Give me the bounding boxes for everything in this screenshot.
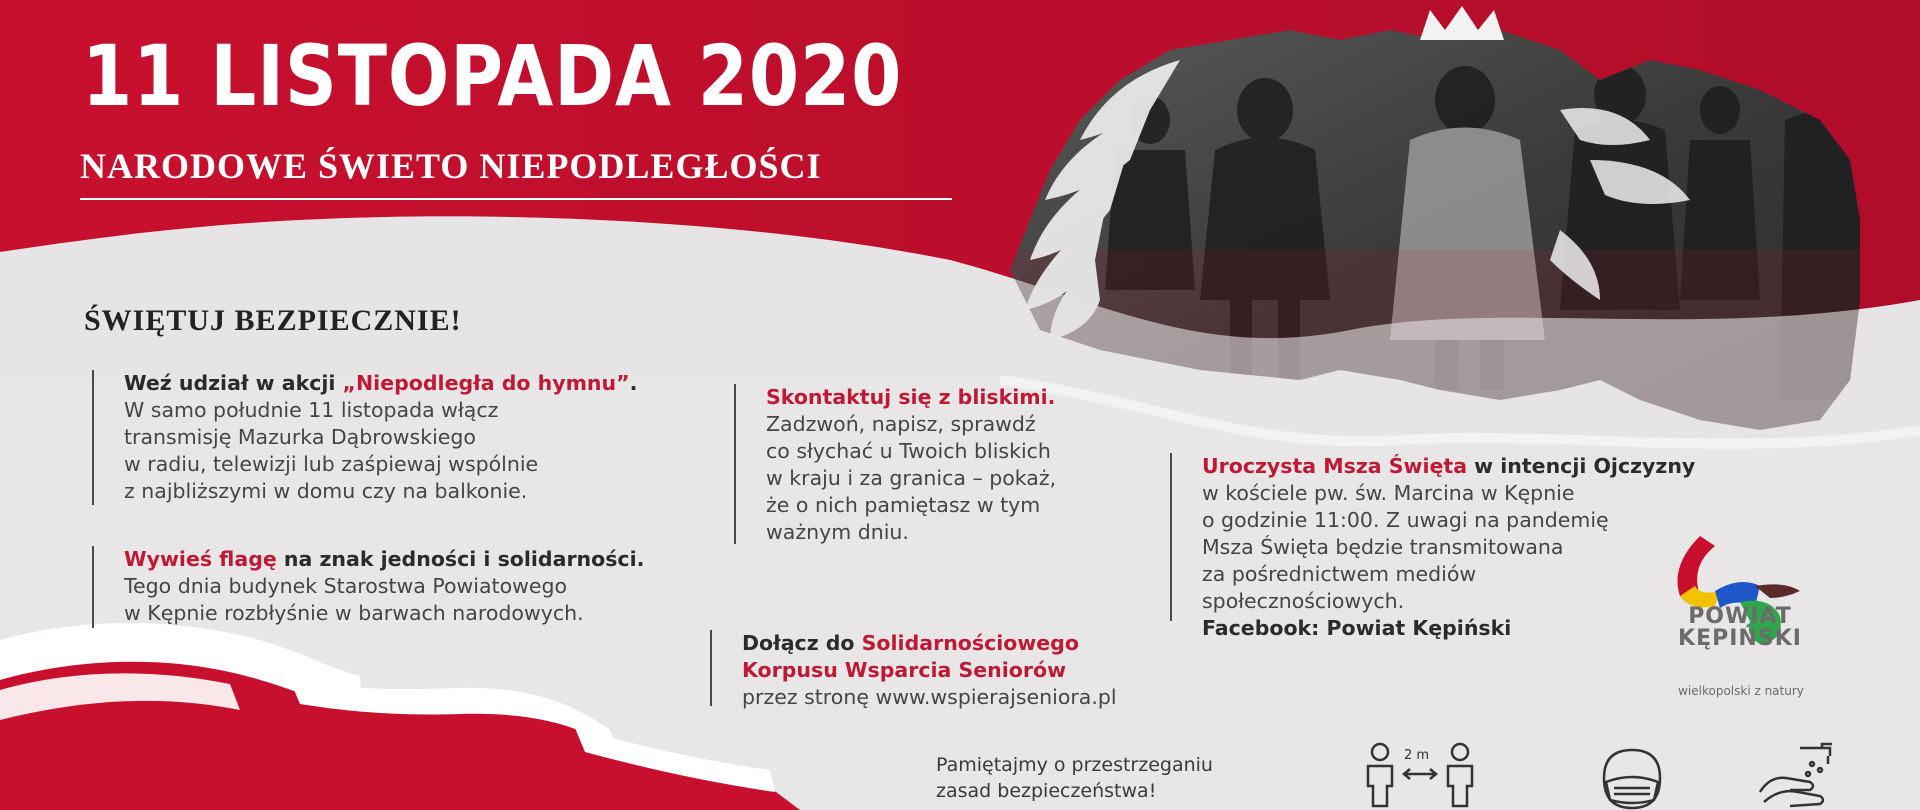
mass-line: Msza Święta będzie transmitowana	[1202, 535, 1564, 559]
flag-line: w Kępnie rozbłyśnie w barwach narodowych.	[124, 601, 584, 625]
join-website-line: przez stronę www.wspierajseniora.pl	[742, 685, 1117, 709]
contact-line: Zadzwoń, napisz, sprawdź	[766, 412, 1036, 436]
logo-name-line2: KĘPIŃSKI	[1678, 626, 1802, 651]
mass-headline	[1202, 453, 1695, 480]
flag-line: Tego dnia budynek Starostwa Powiatowego	[124, 574, 568, 598]
hymn-info-block	[92, 370, 637, 505]
mass-line: w kościele pw. św. Marcina w Kępnie	[1202, 481, 1575, 505]
hymn-lead: Weź udział w akcji	[124, 371, 343, 395]
hymn-lead-end: .	[629, 371, 638, 395]
contact-line: w kraju i za granica – pokaż,	[766, 466, 1057, 490]
join-headline	[742, 630, 1117, 657]
flag-lead: na znak jedności i solidarności.	[276, 547, 645, 571]
join-line	[742, 657, 1117, 684]
mass-info-block	[1170, 453, 1696, 640]
mass-line: za pośrednictwem mediów	[1202, 562, 1477, 586]
hymn-line: z najbliższymi w domu czy na balkonie.	[124, 479, 528, 503]
mass-line: społecznościowych.	[1202, 589, 1405, 613]
flag-highlight: Wywieś flagę	[124, 547, 277, 571]
hymn-headline	[124, 370, 637, 397]
rules-line-1: Pamiętajmy o przestrzeganiu	[936, 754, 1213, 776]
hymn-line: w radiu, telewizji lub zaśpiewaj wspólnie	[124, 452, 539, 476]
contact-line: co słychać u Twoich bliskich	[766, 439, 1051, 463]
page-subtitle: NARODOWE ŚWIETO NIEPODLEGŁOŚCI	[80, 146, 822, 186]
join-highlight-2: Korpusu Wsparcia Seniorów	[742, 658, 1067, 682]
logo-name	[1670, 606, 1810, 650]
title-divider	[80, 198, 952, 200]
mass-lead: w intencji Ojczyzny	[1467, 454, 1696, 478]
rules-line-2: zasad bezpieczeństwa!	[936, 780, 1157, 802]
facebook-reference: Facebook: Powiat Kępiński	[1202, 616, 1512, 640]
mass-highlight: Uroczysta Msza Święta	[1202, 454, 1468, 478]
distance-label: 2 m	[1404, 748, 1430, 763]
hymn-line: W samo południe 11 listopada włącz	[124, 398, 499, 422]
hand-washing-icon	[1750, 742, 1850, 808]
contact-headline	[766, 384, 1056, 411]
logo-tagline: wielkopolski z natury	[1678, 684, 1804, 698]
contact-info-block	[734, 384, 1056, 544]
senior-support-block	[710, 630, 1117, 709]
join-highlight-1: Solidarnościowego	[861, 631, 1079, 655]
logo-name-line1: POWIAT	[1688, 604, 1792, 629]
contact-line: ważnym dniu.	[766, 520, 909, 544]
page-title: 11 LISTOPADA 2020	[82, 27, 903, 125]
join-lead: Dołącz do	[742, 631, 862, 655]
powiat-kepinski-logo	[1660, 536, 1830, 706]
flag-info-block	[92, 546, 644, 628]
contact-line: że o nich pamiętasz w tym	[766, 493, 1041, 517]
flag-ribbon	[0, 623, 800, 810]
flag-headline	[124, 546, 644, 573]
face-mask-icon	[1590, 744, 1674, 810]
safety-heading: ŚWIĘTUJ BEZPIECZNIE!	[84, 304, 462, 337]
hymn-action-name: „Niepodległa do hymnu”	[342, 371, 630, 395]
safety-rules-reminder	[936, 752, 1213, 804]
hymn-line: transmisję Mazurka Dąbrowskiego	[124, 425, 476, 449]
mass-line: o godzinie 11:00. Z uwagi na pandemię	[1202, 508, 1609, 532]
contact-highlight: Skontaktuj się z bliskimi.	[766, 385, 1056, 409]
